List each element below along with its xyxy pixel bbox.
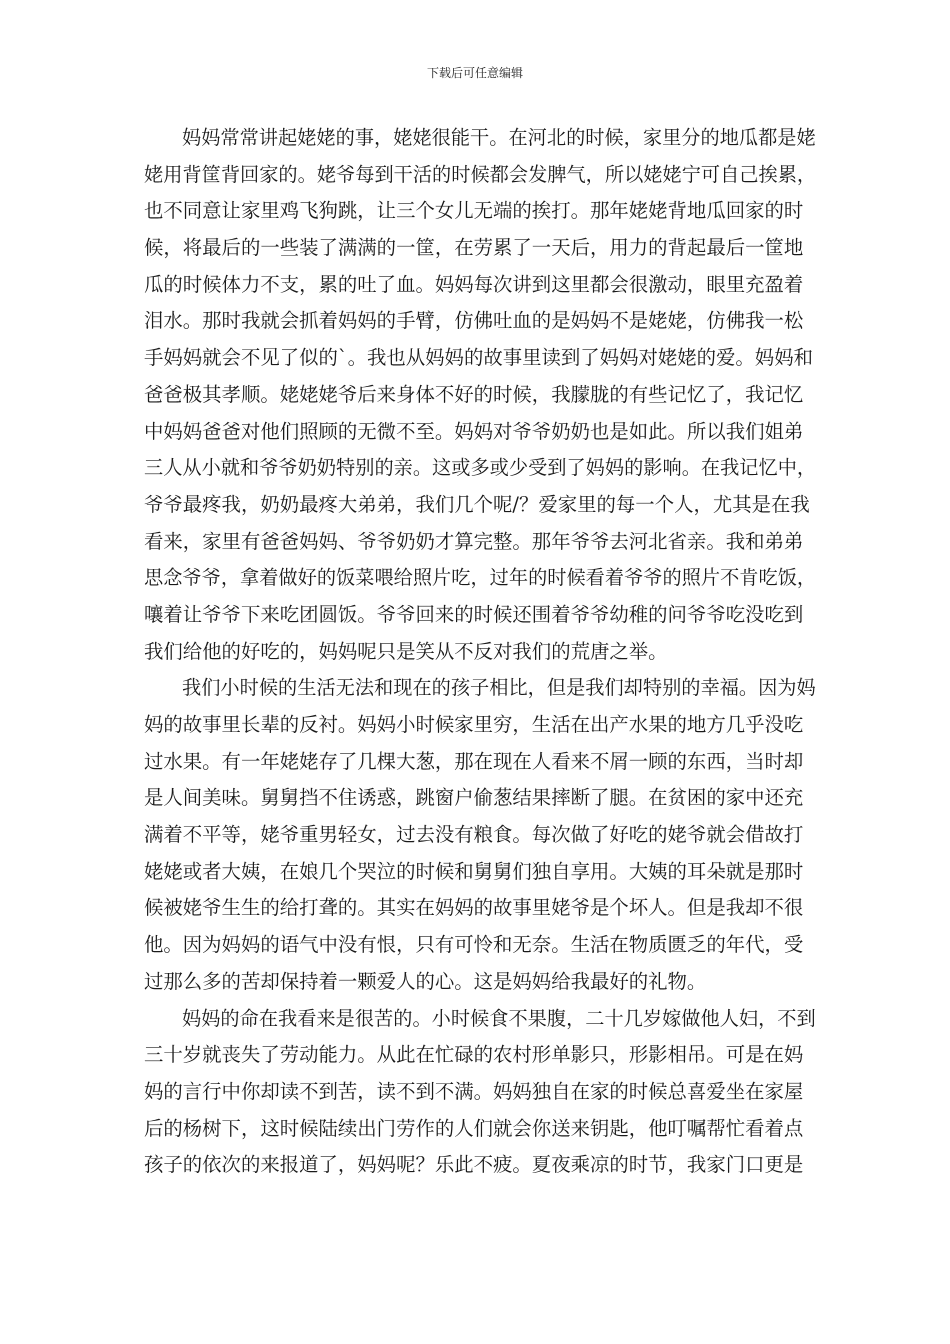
page-header: 下载后可任意编辑 (426, 66, 523, 80)
text-line: 瓜的时候体力不支，累的吐了血。妈妈每次讲到这里都会很激动，眼里充盈着 (144, 272, 804, 296)
body-text (144, 120, 816, 1184)
text-line: 思念爷爷，拿着做好的饭菜喂给照片吃，过年的时候看着爷爷的照片不肯吃饭， (144, 566, 817, 590)
text-line: 他。因为妈妈的语气中没有恨，只有可怜和无奈。生活在物质匮乏的年代，受 (144, 933, 804, 957)
text-line: 过水果。有一年姥姥存了几棵大葱，那在现在人看来不屑一顾的东西，当时却 (144, 749, 804, 773)
text-line: 泪水。那时我就会抓着妈妈的手臂，仿佛吐血的是妈妈不是姥姥，仿佛我一松 (144, 309, 804, 333)
text-line: 妈的言行中你却读不到苦，读不到不满。妈妈独自在家的时候总喜爱坐在家屋 (144, 1079, 804, 1103)
text-line: 过那么多的苦却保持着一颗爱人的心。这是妈妈给我最好的礼物。 (144, 969, 707, 993)
text-line: 是人间美味。舅舅挡不住诱惑，跳窗户偷葱结果摔断了腿。在贫困的家中还充 (144, 786, 804, 810)
paragraph-first-line: 我们小时候的生活无法和现在的孩子相比，但是我们却特别的幸福。因为妈 (182, 676, 816, 700)
text-line: 三十岁就丧失了劳动能力。从此在忙碌的农村形单影只，形影相吊。可是在妈 (144, 1043, 804, 1067)
text-line: 爸爸极其孝顺。姥姥姥爷后来身体不好的时候，我朦胧的有些记忆了，我记忆 (144, 382, 804, 406)
text-line: 满着不平等，姥爷重男轻女，过去没有粮食。每次做了好吃的姥爷就会借故打 (144, 823, 804, 847)
text-line: 中妈妈爸爸对他们照顾的无微不至。妈妈对爷爷奶奶也是如此。所以我们姐弟 (144, 419, 804, 443)
text-line: 妈的故事里长辈的反衬。妈妈小时候家里穷，生活在出产水果的地方几乎没吃 (144, 713, 804, 736)
text-line: 手妈妈就会不见了似的`。我也从妈妈的故事里读到了妈妈对姥姥的爱。妈妈和 (144, 346, 813, 370)
paragraph-first-line: 妈妈的命在我看来是很苦的。小时候食不果腹，二十几岁嫁做他人妇，不到 (182, 1006, 816, 1030)
text-line: 三人从小就和爷爷奶奶特别的亲。这或多或少受到了妈妈的影响。在我记忆中， (144, 456, 817, 480)
text-line: 后的杨树下，这时候陆续出门劳作的人们就会你送来钥匙，他叮嘱帮忙看着点 (144, 1116, 804, 1140)
text-line: 孩子的依次的来报道了，妈妈呢？乐此不疲。夏夜乘凉的时节，我家门口更是 (144, 1153, 804, 1177)
text-line: 看来，家里有爸爸妈妈、爷爷奶奶才算完整。那年爷爷去河北省亲。我和弟弟 (144, 529, 804, 553)
text-line: 嚷着让爷爷下来吃团圆饭。爷爷回来的时候还围着爷爷幼稚的问爷爷吃没吃到 (144, 602, 804, 626)
text-line: 爷爷最疼我，奶奶最疼大弟弟，我们几个呢/？爱家里的每一个人，尤其是在我 (144, 492, 810, 516)
text-line: 候，将最后的一些装了满满的一筐，在劳累了一天后，用力的背起最后一筐地 (144, 236, 804, 260)
text-line: 姥用背筐背回家的。姥爷每到干活的时候都会发脾气，所以姥姥宁可自己挨累， (144, 162, 817, 186)
paragraph-first-line: 妈妈常常讲起姥姥的事，姥姥很能干。在河北的时候，家里分的地瓜都是姥 (182, 126, 816, 149)
text-line: 我们给他的好吃的，妈妈呢只是笑从不反对我们的荒唐之举。 (144, 639, 668, 663)
text-line: 候被姥爷生生的给打聋的。其实在妈妈的故事里姥爷是个坏人。但是我却不很 (144, 896, 804, 920)
text-line: 也不同意让家里鸡飞狗跳，让三个女儿无端的挨打。那年姥姥背地瓜回家的时 (144, 199, 804, 223)
text-line: 姥姥或者大姨，在娘几个哭泣的时候和舅舅们独自享用。大姨的耳朵就是那时 (144, 859, 804, 883)
